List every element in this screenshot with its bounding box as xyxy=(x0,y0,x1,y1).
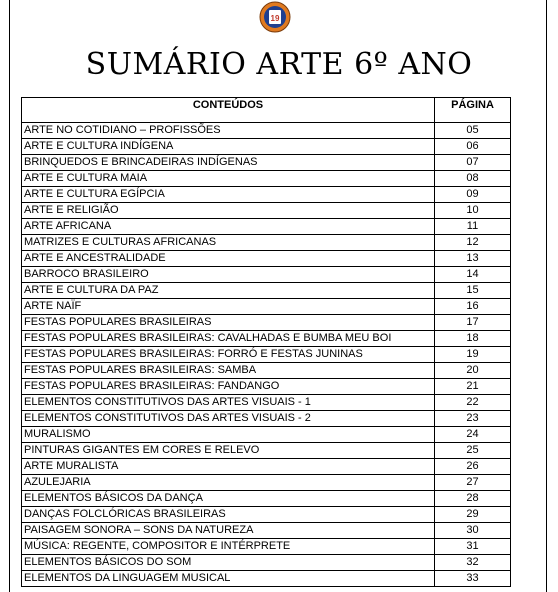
row-content: DANÇAS FOLCLÓRICAS BRASILEIRAS xyxy=(22,507,435,523)
column-header-page: PÁGINA xyxy=(435,98,511,123)
row-page-number: 11 xyxy=(435,219,511,235)
row-content: ELEMENTOS CONSTITUTIVOS DAS ARTES VISUAIS - 1 xyxy=(22,395,435,411)
row-content: ELEMENTOS DA LINGUAGEM MUSICAL xyxy=(22,571,435,587)
row-content: PAISAGEM SONORA – SONS DA NATUREZA xyxy=(22,523,435,539)
row-content: ARTE NAÏF xyxy=(22,299,435,315)
row-page-number: 18 xyxy=(435,331,511,347)
table-row xyxy=(22,187,511,203)
row-page-number: 30 xyxy=(435,523,511,539)
row-content: AZULEJARIA xyxy=(22,475,435,491)
row-content: BRINQUEDOS E BRINCADEIRAS INDÍGENAS xyxy=(22,155,435,171)
row-content: FESTAS POPULARES BRASILEIRAS: FORRÓ E FESTAS JUNINAS xyxy=(22,347,435,363)
row-content: ELEMENTOS CONSTITUTIVOS DAS ARTES VISUAIS - 2 xyxy=(22,411,435,427)
row-content: ARTE E RELIGIÃO xyxy=(22,203,435,219)
row-page-number: 14 xyxy=(435,267,511,283)
table-row xyxy=(22,267,511,283)
table-row xyxy=(22,427,511,443)
row-content: MÚSICA: REGENTE, COMPOSITOR E INTÉRPRETE xyxy=(22,539,435,555)
row-page-number: 20 xyxy=(435,363,511,379)
row-page-number: 12 xyxy=(435,235,511,251)
table-row xyxy=(22,475,511,491)
row-page-number: 22 xyxy=(435,395,511,411)
row-page-number: 15 xyxy=(435,283,511,299)
row-content: ARTE NO COTIDIANO – PROFISSÕES xyxy=(22,123,435,139)
row-page-number: 29 xyxy=(435,507,511,523)
table-row xyxy=(22,347,511,363)
table-row xyxy=(22,235,511,251)
column-header-contents: CONTEÚDOS xyxy=(22,98,435,123)
page-border-left xyxy=(9,0,10,592)
row-content: MURALISMO xyxy=(22,427,435,443)
row-page-number: 06 xyxy=(435,139,511,155)
table-row xyxy=(22,459,511,475)
row-page-number: 21 xyxy=(435,379,511,395)
table-row xyxy=(22,123,511,139)
row-content: ARTE E ANCESTRALIDADE xyxy=(22,251,435,267)
table-row xyxy=(22,219,511,235)
table-row xyxy=(22,411,511,427)
table-body xyxy=(22,123,511,587)
table-row xyxy=(22,251,511,267)
row-page-number: 07 xyxy=(435,155,511,171)
table-header-row xyxy=(22,98,511,123)
row-content: PINTURAS GIGANTES EM CORES E RELEVO xyxy=(22,443,435,459)
row-content: ARTE E CULTURA INDÍGENA xyxy=(22,139,435,155)
table-row xyxy=(22,523,511,539)
row-content: BARROCO BRASILEIRO xyxy=(22,267,435,283)
table-row xyxy=(22,491,511,507)
school-emblem-icon xyxy=(259,1,291,33)
table-row xyxy=(22,555,511,571)
table-row xyxy=(22,539,511,555)
table-row xyxy=(22,283,511,299)
row-page-number: 19 xyxy=(435,347,511,363)
row-content: FESTAS POPULARES BRASILEIRAS xyxy=(22,315,435,331)
row-content: MATRIZES E CULTURAS AFRICANAS xyxy=(22,235,435,251)
page-title: SUMÁRIO ARTE 6º ANO xyxy=(85,47,473,82)
table-row xyxy=(22,315,511,331)
table-row xyxy=(22,171,511,187)
row-content: FESTAS POPULARES BRASILEIRAS: FANDANGO xyxy=(22,379,435,395)
row-content: ARTE E CULTURA MAIA xyxy=(22,171,435,187)
row-page-number: 32 xyxy=(435,555,511,571)
row-page-number: 28 xyxy=(435,491,511,507)
row-page-number: 09 xyxy=(435,187,511,203)
row-page-number: 05 xyxy=(435,123,511,139)
table-row xyxy=(22,443,511,459)
row-page-number: 33 xyxy=(435,571,511,587)
row-page-number: 17 xyxy=(435,315,511,331)
table-row xyxy=(22,203,511,219)
table-row xyxy=(22,299,511,315)
row-page-number: 13 xyxy=(435,251,511,267)
row-content: FESTAS POPULARES BRASILEIRAS: SAMBA xyxy=(22,363,435,379)
row-content: ARTE AFRICANA xyxy=(22,219,435,235)
contents-table xyxy=(21,97,511,587)
row-content: FESTAS POPULARES BRASILEIRAS: CAVALHADAS E BUMBA MEU BOI xyxy=(22,331,435,347)
row-page-number: 25 xyxy=(435,443,511,459)
row-page-number: 24 xyxy=(435,427,511,443)
table-row xyxy=(22,395,511,411)
row-page-number: 10 xyxy=(435,203,511,219)
row-page-number: 08 xyxy=(435,171,511,187)
table-row xyxy=(22,571,511,587)
table-row xyxy=(22,363,511,379)
row-content: ARTE E CULTURA DA PAZ xyxy=(22,283,435,299)
row-page-number: 26 xyxy=(435,459,511,475)
row-page-number: 16 xyxy=(435,299,511,315)
row-page-number: 23 xyxy=(435,411,511,427)
page-border-right xyxy=(546,0,547,592)
row-content: ELEMENTOS BÁSICOS DA DANÇA xyxy=(22,491,435,507)
table-row xyxy=(22,379,511,395)
table-row xyxy=(22,139,511,155)
table-row xyxy=(22,507,511,523)
table-row xyxy=(22,155,511,171)
emblem-number: 19 xyxy=(270,14,280,23)
row-page-number: 31 xyxy=(435,539,511,555)
row-content: ARTE E CULTURA EGÍPCIA xyxy=(22,187,435,203)
row-content: ELEMENTOS BÁSICOS DO SOM xyxy=(22,555,435,571)
table-row xyxy=(22,331,511,347)
row-page-number: 27 xyxy=(435,475,511,491)
row-content: ARTE MURALISTA xyxy=(22,459,435,475)
